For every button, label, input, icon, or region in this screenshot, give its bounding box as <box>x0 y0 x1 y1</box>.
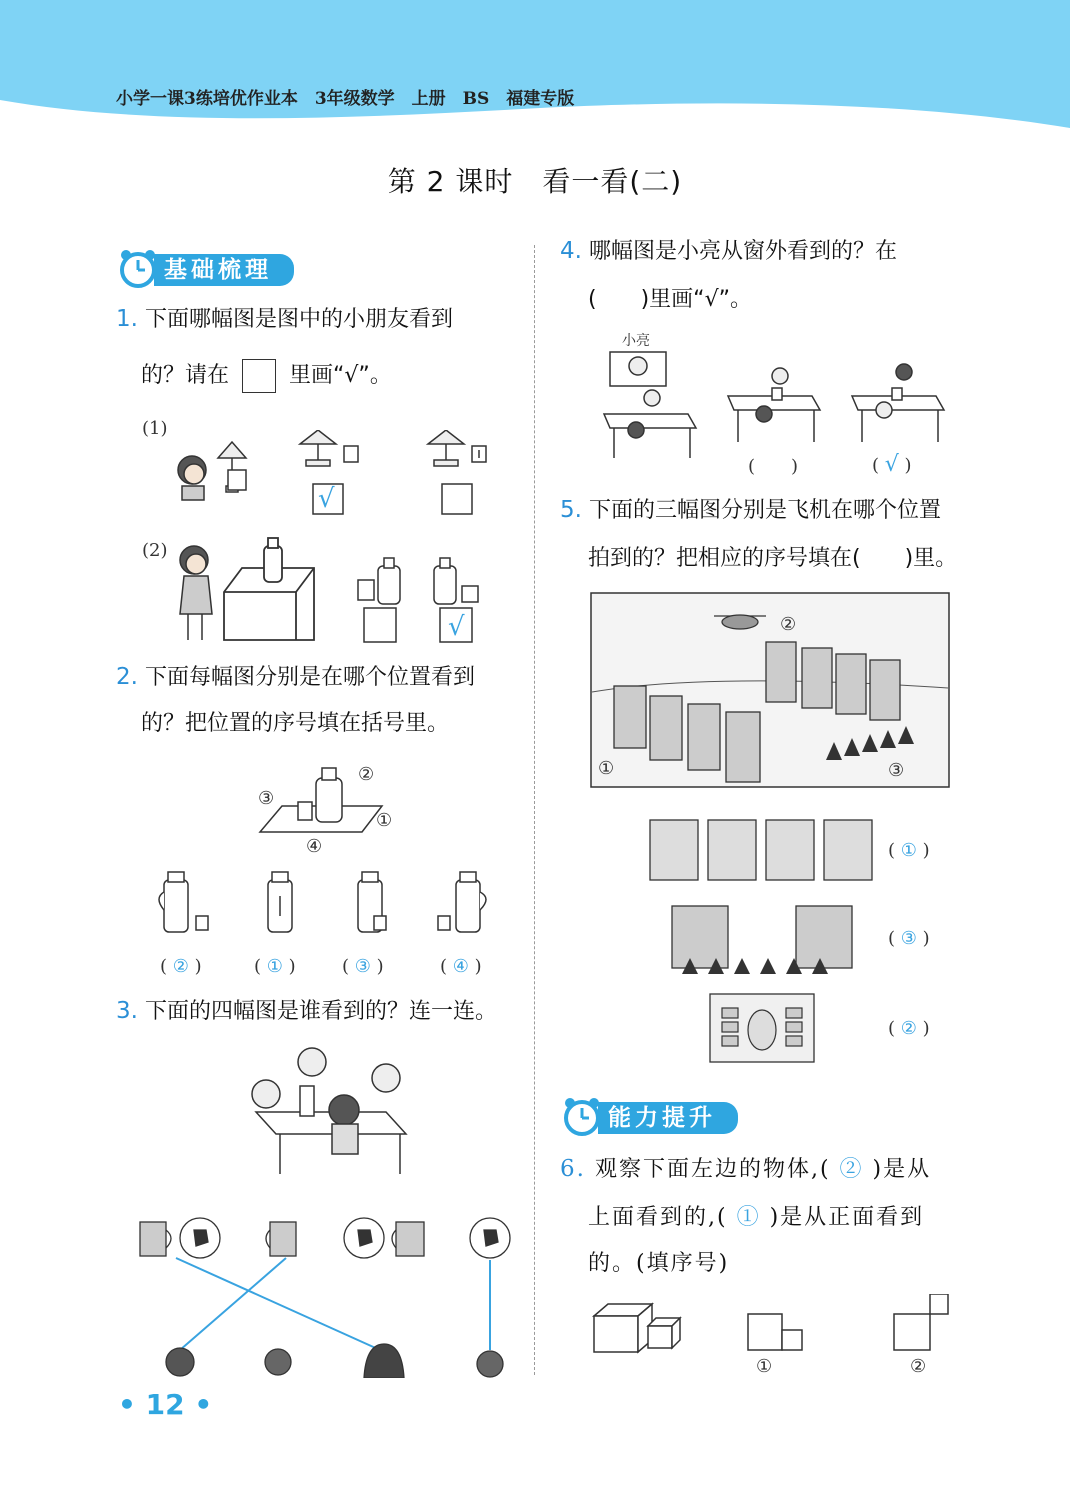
lesson-title: 第 2 课时 看一看(二) <box>387 165 683 198</box>
q3-table-scene <box>236 1040 416 1180</box>
q5-answer-3: ( ② ) <box>888 1018 930 1039</box>
position-marker-4: ④ <box>306 836 323 857</box>
q2-views <box>150 866 510 938</box>
q1-sub2-label: (2) <box>142 540 168 561</box>
question-4: 4. 哪幅图是小亮从窗外看到的？在 <box>560 238 897 264</box>
q4-answer-1: ( ) <box>748 456 799 477</box>
q1-part1-check: √ <box>318 484 335 514</box>
xiaoliang-label: 小亮 <box>622 333 650 349</box>
q2-answer-3: ( ③ ) <box>342 956 384 977</box>
q5-answer-2: ( ③ ) <box>888 928 930 949</box>
question-2: 2. 下面每幅图分别是在哪个位置看到 <box>116 664 475 690</box>
section-title: 基础梳理 <box>154 254 294 286</box>
q1-part2-check: √ <box>448 612 465 642</box>
answer-box-sample <box>242 359 276 393</box>
question-4-line2: ( )里画“√”。 <box>588 287 752 312</box>
question-1: 1. 下面哪幅图是图中的小朋友看到 <box>116 306 453 332</box>
question-5: 5. 下面的三幅图分别是飞机在哪个位置 <box>560 497 941 523</box>
question-3: 3. 下面的四幅图是谁看到的？连一连。 <box>116 998 497 1024</box>
q5-marker-3: ③ <box>888 760 905 781</box>
header-band <box>0 0 1070 160</box>
q2-answer-2: ( ① ) <box>254 956 296 977</box>
q2-answer-4: ( ④ ) <box>440 956 482 977</box>
q4-answer-2: ( √ ) <box>872 452 912 477</box>
q5-marker-2: ② <box>780 614 797 635</box>
q5-answer-1: ( ① ) <box>888 840 930 861</box>
q5-aerial-scene <box>590 592 950 788</box>
position-marker-3: ③ <box>258 788 275 809</box>
q1-sub1-label: (1) <box>142 418 168 439</box>
q2-answer-1: ( ② ) <box>160 956 202 977</box>
q6-figures <box>590 1294 952 1358</box>
q1-part1-illustration <box>170 430 510 530</box>
question-6: 6. 观察下面左边的物体,( ② )是从 <box>560 1156 932 1182</box>
q5-view-top <box>708 992 816 1064</box>
q2-scene <box>252 756 402 856</box>
q5-view-side <box>668 904 864 976</box>
section-title: 能力提升 <box>598 1102 738 1134</box>
q3-matching <box>136 1210 516 1378</box>
q5-marker-1: ① <box>598 758 615 779</box>
question-5-line2: 拍到的？把相应的序号填在( )里。 <box>588 546 958 571</box>
position-marker-2: ② <box>358 764 375 785</box>
q6-label-1: ① <box>756 1356 773 1377</box>
book-header: 小学一课3练培优作业本 3年级数学 上册 BS 福建专版 <box>116 89 575 109</box>
girl-icon <box>178 456 206 500</box>
position-marker-1: ① <box>376 810 393 831</box>
page-number: • 12 • <box>118 1388 213 1421</box>
question-2-line2: 的？把位置的序号填在括号里。 <box>141 711 450 736</box>
column-divider <box>534 245 535 1375</box>
question-1-line2: 的？请在 里画“√”。 <box>141 352 392 399</box>
section-badge-advanced <box>560 1100 740 1136</box>
q5-view-front <box>648 818 874 882</box>
question-6-line3: 的。(填序号) <box>588 1251 730 1276</box>
section-badge-basics <box>116 252 296 288</box>
q6-label-2: ② <box>910 1356 927 1377</box>
question-6-line2: 上面看到的,( ① )是从正面看到 <box>588 1205 925 1230</box>
girl-icon <box>180 546 212 640</box>
